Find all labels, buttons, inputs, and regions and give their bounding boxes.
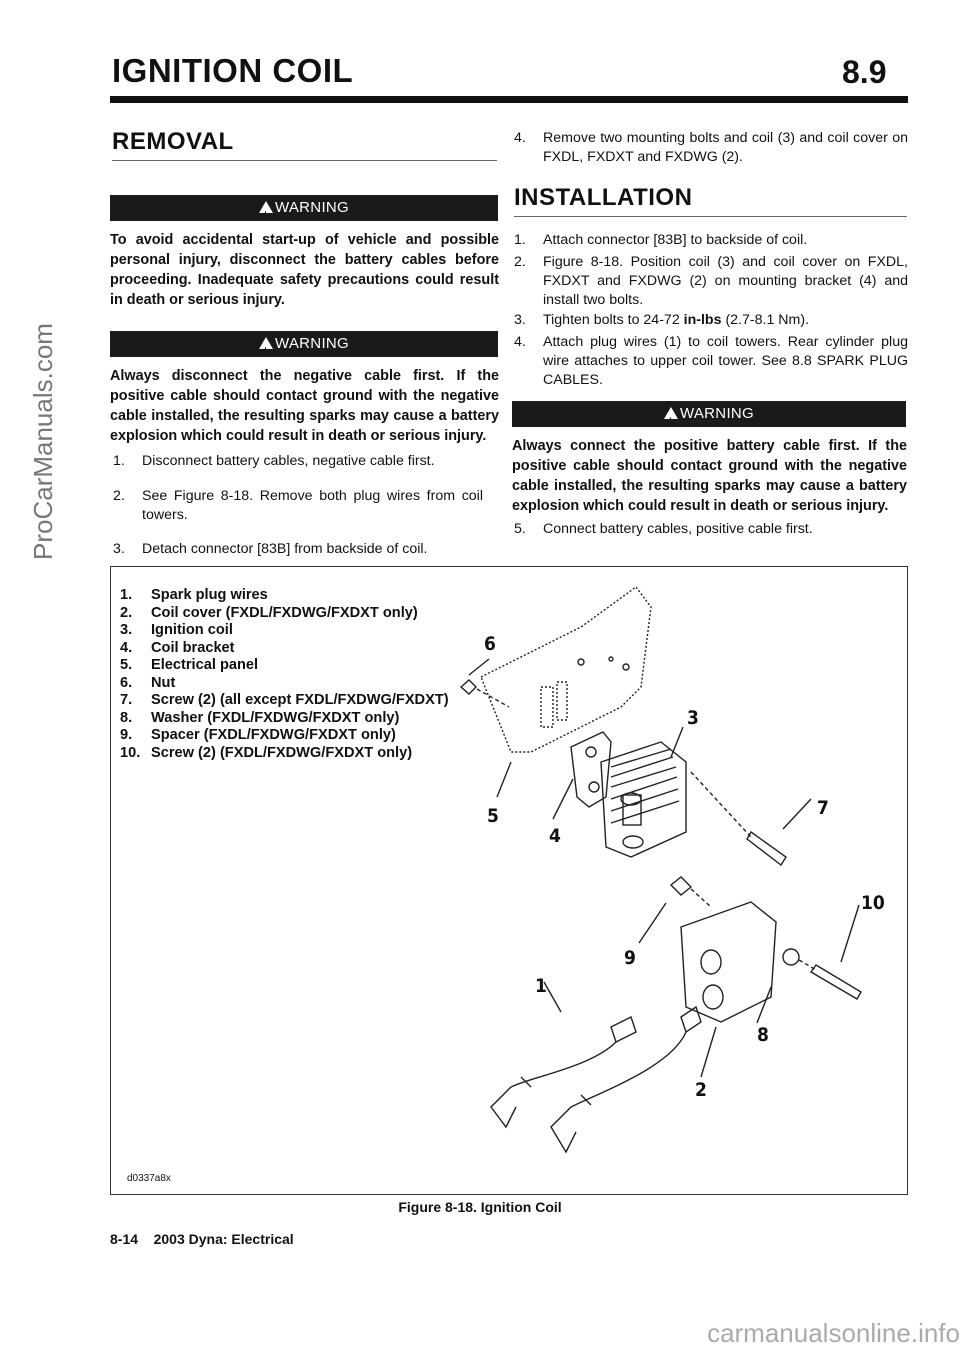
warning-bar-2 — [110, 331, 498, 357]
legend-item: 5. Electrical panel — [120, 657, 259, 673]
install-step-1 — [514, 231, 908, 250]
installation-rule — [514, 216, 907, 217]
step-number: 3. — [113, 541, 125, 557]
step-text: Attach connector [83B] to backside of coil. — [543, 232, 808, 248]
warning-text-3: Always connect the positive battery cable first. If the positive cable should contact ground with the negative cable installed, the resulting sparks may cause a battery explosion which could result in death or serious injury. — [512, 438, 907, 514]
legend-item: 2. Coil cover (FXDL/FXDWG/FXDXT only) — [120, 604, 418, 621]
removal-step-1 — [113, 452, 499, 471]
step-number: 2. — [514, 254, 526, 270]
legend-item: 10. Screw (2) (FXDL/FXDWG/FXDXT only) — [120, 744, 413, 761]
install-step-5 — [514, 520, 908, 539]
removal-step-2 — [113, 487, 483, 525]
step-text: Connect battery cables, positive cable first. — [543, 521, 813, 537]
legend-item: 4. Coil bracket — [120, 639, 235, 656]
step-text: Attach plug wires (1) to coil towers. Rear cylinder plug wire attaches to upper coil tower. See 8.8 SPARK PLUG CABLES. — [543, 334, 908, 388]
callout-6: 6 — [484, 633, 496, 655]
warning-text-2: Always disconnect the negative cable first. If the positive cable should contact ground with the negative cable installed, the resulting sparks may cause a battery explosion which could result in death or serious injury. — [110, 368, 499, 444]
side-watermark: ProCarManuals.com — [28, 323, 58, 560]
step-text: Tighten bolts to 24-72 in-lbs (2.7-8.1 Nm). — [543, 312, 810, 328]
step-text: Disconnect battery cables, negative cable first. — [142, 453, 435, 469]
legend-item: 3. Ignition coil — [120, 622, 233, 638]
step-number: 4. — [514, 334, 526, 350]
figure-caption: Figure 8-18. Ignition Coil — [398, 1199, 562, 1215]
header-rule — [110, 96, 908, 103]
install-step-2 — [514, 253, 908, 310]
step-text: See Figure 8-18. Remove both plug wires from coil towers. — [142, 488, 483, 523]
step-number: 5. — [514, 521, 526, 537]
warning-text-1: To avoid accidental start-up of vehicle and possible personal injury, disconnect the battery cables before proceeding. Inadequate safety precautions could result in death or serious injury. — [110, 232, 499, 308]
warning-label: WARNING — [679, 405, 755, 422]
step-number: 2. — [113, 488, 125, 504]
install-step-4 — [514, 333, 908, 390]
installation-heading: INSTALLATION — [514, 184, 693, 211]
callout-1: 1 — [535, 975, 547, 997]
page-title: IGNITION COIL — [112, 52, 354, 89]
legend-item: 8. Washer (FXDL/FXDWG/FXDXT only) — [120, 709, 400, 726]
warning-label: WARNING — [274, 199, 350, 216]
install-step-3 — [514, 311, 908, 330]
callout-8: 8 — [757, 1024, 769, 1046]
removal-rule — [112, 160, 497, 161]
legend-item: 6. Nut — [120, 674, 176, 691]
warning-icon — [259, 337, 273, 349]
footer-page-number: 8-14 — [110, 1231, 139, 1247]
warning-bar-1 — [110, 195, 498, 221]
removal-step-3 — [113, 540, 499, 559]
callout-7: 7 — [817, 797, 829, 819]
step-text: Figure 8-18. Position coil (3) and coil cover on FXDL, FXDXT and FXDWG (2) on mounting bracket (4) and install two bolts. — [543, 254, 908, 308]
step-number: 4. — [514, 130, 526, 146]
step-number: 1. — [113, 453, 125, 469]
warning-bar-3 — [512, 401, 906, 427]
callout-5: 5 — [487, 805, 499, 827]
callout-9: 9 — [624, 947, 636, 969]
warning-icon — [259, 201, 273, 213]
callout-4: 4 — [549, 825, 561, 847]
warning-icon — [664, 407, 678, 419]
legend-item: 9. Spacer (FXDL/FXDWG/FXDXT only) — [120, 727, 396, 743]
warning-label: WARNING — [274, 335, 350, 352]
removal-step-4 — [514, 129, 908, 167]
removal-heading: REMOVAL — [112, 128, 234, 155]
step-number: 1. — [514, 232, 526, 248]
page-footer — [110, 1231, 294, 1247]
section-number: 8.9 — [842, 54, 887, 90]
figure-box — [110, 566, 908, 1195]
footer-title: 2003 Dyna: Electrical — [153, 1231, 294, 1247]
legend-item: 7. Screw (2) (all except FXDL/FXDWG/FXDXT) — [120, 692, 449, 708]
callout-2: 2 — [695, 1079, 707, 1101]
figure-image-id: d0337a8x — [127, 1173, 171, 1184]
step-number: 3. — [514, 312, 526, 328]
step-text: Remove two mounting bolts and coil (3) and coil cover on FXDL, FXDXT and FXDWG (2). — [543, 130, 908, 165]
callout-3: 3 — [687, 707, 699, 729]
ignition-coil-drawing — [111, 567, 907, 1194]
step-text: Detach connector [83B] from backside of coil. — [142, 541, 428, 557]
callout-10: 10 — [861, 892, 885, 914]
legend-item: 1. Spark plug wires — [120, 587, 268, 603]
bottom-watermark: carmanualsonline.info — [707, 1318, 960, 1348]
